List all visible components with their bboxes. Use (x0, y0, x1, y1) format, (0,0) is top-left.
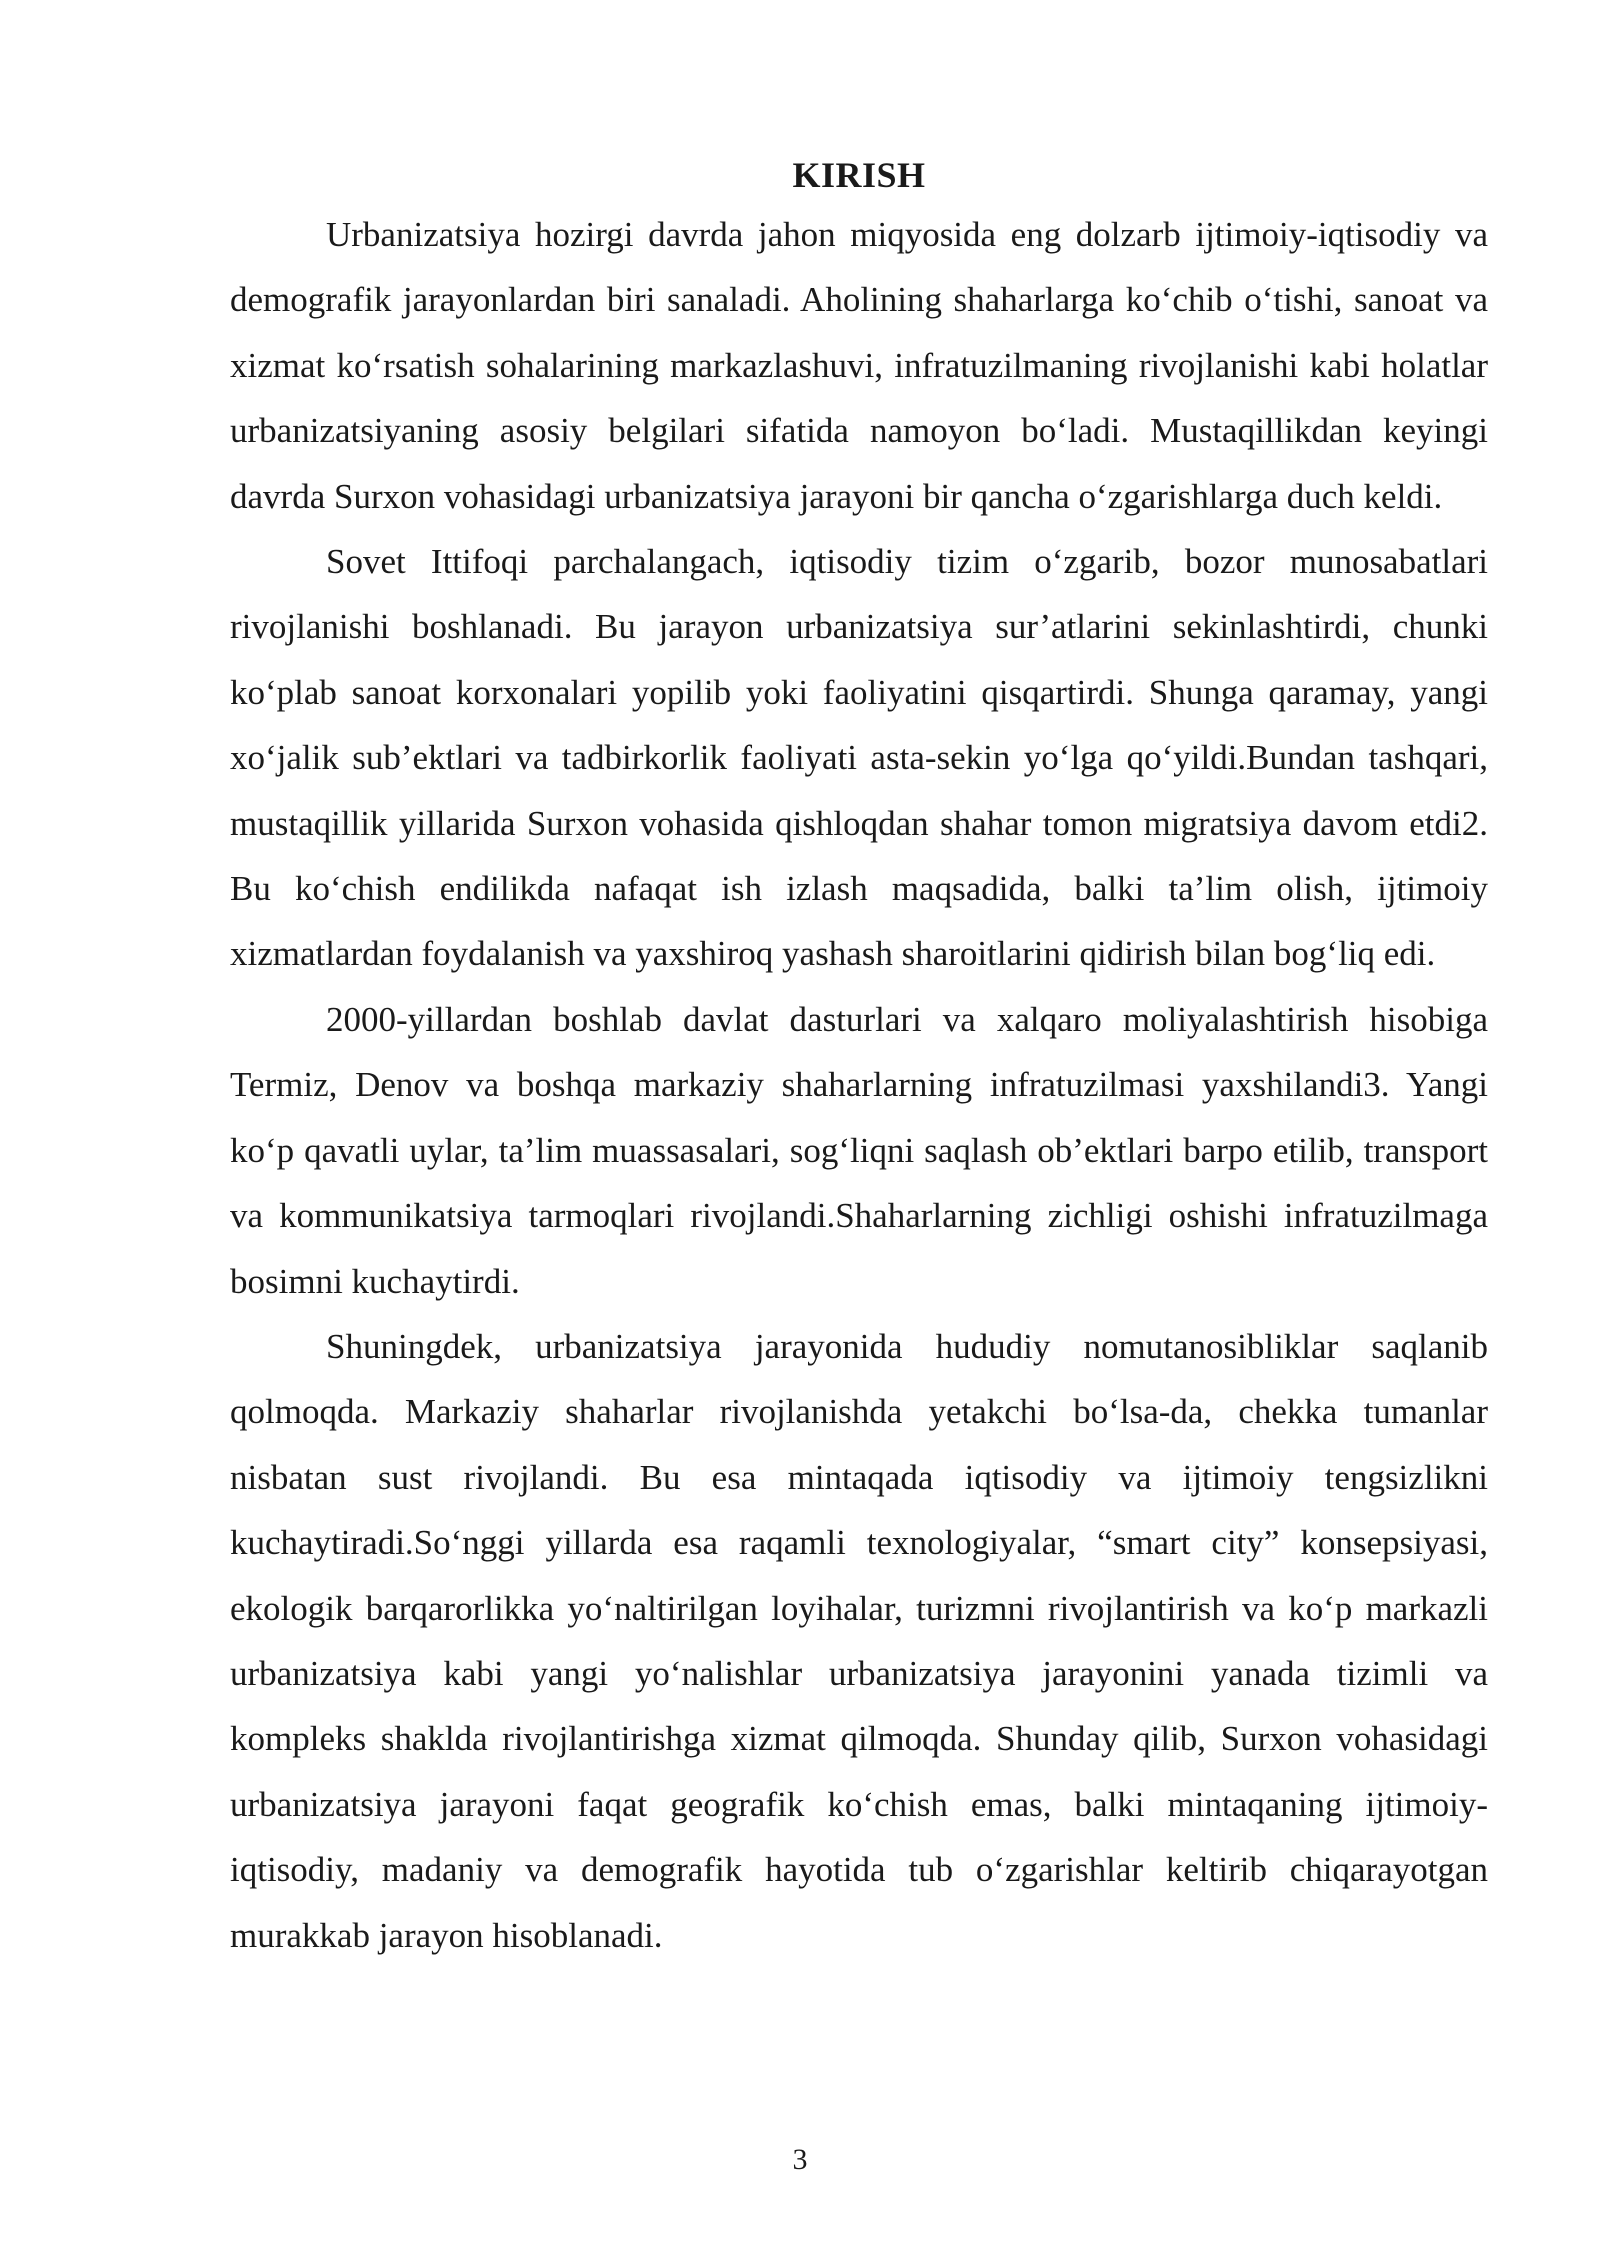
paragraph-1: Urbanizatsiya hozirgi davrda jahon miqyosida eng dolzarb ijtimoiy-iqtisodiy va demografik jarayonlardan biri sanaladi. Aholining shaharlarga koʻchib oʻtishi, sanoat va xizmat koʻrsatish sohalarining markazlashuvi, infratuzilmaning rivojlanishi kabi holatlar urbanizatsiyaning asosiy belgilari sifatida namoyon boʻladi. Mustaqillikdan keyingi davrda Surxon vohasidagi urbanizatsiya jarayoni bir qancha oʻzgarishlarga duch keldi. (230, 215, 1488, 516)
paragraph-2: Sovet Ittifoqi parchalangach, iqtisodiy tizim oʻzgarib, bozor munosabatlari rivojlanishi boshlanadi. Bu jarayon urbanizatsiya sur’atlarini sekinlashtirdi, chunki koʻplab sanoat korxonalari yopilib yoki faoliyatini qisqartirdi. Shunga qaramay, yangi xoʻjalik sub’ektlari va tadbirkorlik faoliyati asta-sekin yoʻlga qoʻyildi.Bundan tashqari, mustaqillik yillarida Surxon vohasida qishloqdan shahar tomon migratsiya davom etdi2. Bu koʻchish endilikda nafaqat ish izlash maqsadida, balki ta’lim olish, ijtimoiy xizmatlardan foydalanish va yaxshiroq yashash sharoitlarini qidirish bilan bogʻliq edi. (230, 542, 1488, 974)
section-title: KIRISH (792, 155, 926, 195)
page-number: 3 (792, 2143, 808, 2176)
paragraph-4: Shuningdek, urbanizatsiya jarayonida hududiy nomutanosibliklar saqlanib qolmoqda. Markaziy shaharlar rivojlanishda yetakchi boʻlsa-da, chekka tumanlar nisbatan sust rivojlandi. Bu esa mintaqada iqtisodiy va ijtimoiy tengsizlikni kuchaytiradi.Soʻnggi yillarda esa raqamli texnologiyalar, “smart city” konsepsiyasi, ekologik barqarorlikka yoʻnaltirilgan loyihalar, turizmni rivojlantirish va koʻp markazli urbanizatsiya kabi yangi yoʻnalishlar urbanizatsiya jarayonini yanada tizimli va kompleks shaklda rivojlantirishga xizmat qilmoqda. Shunday qilib, Surxon vohasidagi urbanizatsiya jarayoni faqat geografik koʻchish emas, balki mintaqaning ijtimoiy-iqtisodiy, madaniy va demografik hayotida tub oʻzgarishlar keltirib chiqarayotgan murakkab jarayon hisoblanadi. (230, 1326, 1488, 1955)
paragraph-3: 2000-yillardan boshlab davlat dasturlari va xalqaro moliyalashtirish hisobiga Termiz, Denov va boshqa markaziy shaharlarning infratuzilmasi yaxshilandi3. Yangi koʻp qavatli uylar, ta’lim muassasalari, sogʻliqni saqlash ob’ektlari barpo etilib, transport va kommunikatsiya tarmoqlari rivojlandi.Shaharlarning zichligi oshishi infratuzilmaga bosimni kuchaytirdi. (230, 999, 1488, 1301)
page-content (230, 148, 1488, 1968)
